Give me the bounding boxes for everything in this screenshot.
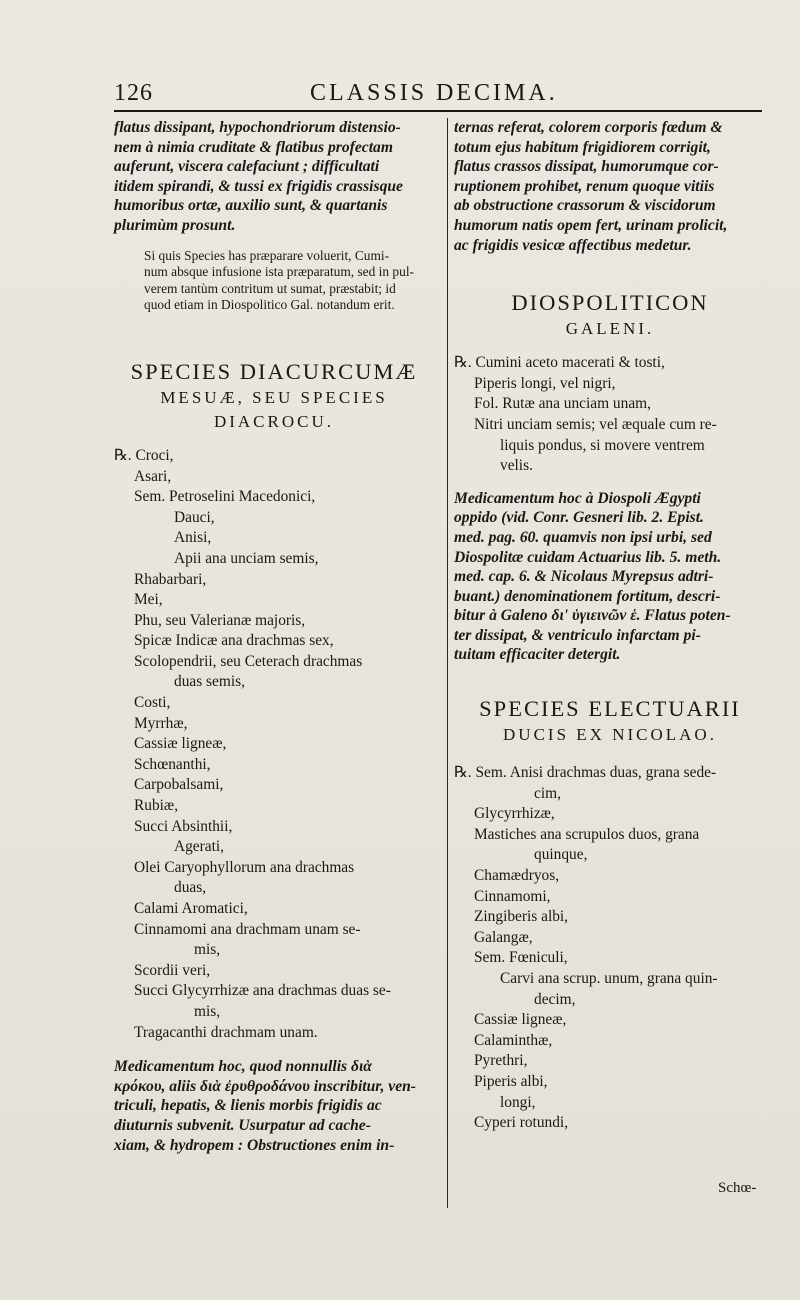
recipe-ingredient: Rubiæ, — [134, 797, 179, 815]
recipe-ingredient: Scordii veri, — [134, 961, 211, 979]
text-line: ter dissipat, & ventriculo infarctam pi- — [454, 626, 701, 644]
recipe-ingredient: mis, — [194, 941, 221, 959]
text-line: auferunt, viscera calefaciunt ; difficultati — [114, 158, 380, 176]
recipe-ingredient: ℞. Croci, — [114, 446, 174, 464]
recipe-ingredient: Nitri unciam semis; vel æquale cum re- — [474, 415, 717, 433]
text-line: ternas referat, colorem corporis fœdum & — [454, 119, 723, 136]
text-line: triculi, hepatis, & lienis morbis frigidis ac — [114, 1097, 382, 1115]
recipe-ingredient: duas semis, — [174, 673, 245, 691]
recipe-ingredient: Dauci, — [174, 508, 215, 526]
recipe-ingredient: Fol. Rutæ ana unciam unam, — [474, 395, 651, 413]
recipe-ingredient: Galangæ, — [474, 928, 533, 946]
recipe-ingredient: longi, — [500, 1093, 536, 1111]
text-line: humoribus ortæ, auxilio sunt, & quartanis — [114, 197, 388, 215]
recipe-ingredient: Mastiches ana scrupulos duos, grana — [474, 825, 700, 843]
section-subheading-ducis: DUCIS EX NICOLAO. — [503, 725, 717, 745]
right-column — [454, 118, 766, 1134]
recipe-ingredient: Cinnamomi, — [474, 887, 551, 905]
recipe-ingredient: Piperis albi, — [474, 1072, 548, 1090]
recipe-ingredient: Spicæ Indicæ ana drachmas sex, — [134, 632, 334, 650]
recipe-ingredient: Tragacanthi drachmam unam. — [134, 1023, 318, 1041]
text-line: κρόκου, aliis διὰ ἐρυθροδάνου inscribitur, ven- — [114, 1077, 416, 1095]
recipe-list-electuarii — [454, 763, 766, 1134]
left-bottom-paragraph — [114, 1057, 434, 1155]
recipe-ingredient: Mei, — [134, 591, 163, 609]
recipe-ingredient: Sem. Fœniculi, — [474, 949, 568, 967]
column-divider — [447, 118, 448, 1208]
running-title: CLASSIS DECIMA. — [310, 80, 558, 106]
right-middle-paragraph — [454, 489, 766, 665]
text-line: Diospolitæ cuidam Actuarius lib. 5. meth. — [454, 548, 722, 566]
recipe-ingredient: Cassiæ ligneæ, — [474, 1011, 567, 1029]
recipe-ingredient: cim, — [534, 784, 561, 802]
header-rule — [114, 110, 762, 112]
text-line: Medicamentum hoc à Diospoli Ægypti — [454, 489, 701, 507]
recipe-ingredient: liquis pondus, si movere ventrem — [500, 436, 705, 454]
recipe-ingredient: Calami Aromatici, — [134, 900, 248, 917]
recipe-ingredient: Piperis longi, vel nigri, — [474, 374, 616, 392]
text-line: flatus crassos dissipat, humorumque cor- — [454, 158, 719, 176]
section-heading-electuarii: SPECIES ELECTUARII — [479, 696, 741, 722]
recipe-ingredient: Carvi ana scrup. unum, grana quin- — [500, 970, 718, 987]
page-number: 126 — [114, 80, 153, 106]
page-header — [114, 80, 764, 110]
text-line: plurimùm prosunt. — [114, 216, 236, 234]
text-line: ab obstructione crassorum & viscidorum — [454, 197, 716, 215]
recipe-ingredient: Chamædryos, — [474, 867, 560, 885]
recipe-ingredient: Zingiberis albi, — [474, 908, 569, 926]
recipe-ingredient: duas, — [174, 879, 207, 897]
text-line: ac frigidis vesicæ affectibus medetur. — [454, 236, 692, 254]
recipe-ingredient: Apii ana unciam semis, — [174, 549, 319, 567]
recipe-ingredient: Schœnanthi, — [134, 755, 211, 773]
recipe-ingredient: Anisi, — [174, 529, 212, 547]
text-line: Si quis Species has præparare voluerit, Cumi- — [144, 247, 390, 263]
text-line: oppido (vid. Conr. Gesneri lib. 2. Epist. — [454, 509, 704, 527]
recipe-list-diacurcumae — [114, 446, 434, 1043]
recipe-ingredient: Cinnamomi ana drachmam unam se- — [134, 920, 361, 938]
recipe-list-diospoliticon — [454, 353, 766, 477]
text-line: buant.) denominationem fortitum, descri- — [454, 587, 721, 605]
section-subheading-galeni: GALENI. — [565, 319, 655, 339]
text-line: totum ejus habitum frigidiorem corrigit, — [454, 138, 711, 156]
recipe-ingredient: Cassiæ ligneæ, — [134, 735, 227, 753]
recipe-ingredient: Glycyrrhizæ, — [474, 805, 555, 823]
section-subheading-mesuae: MESUÆ, SEU SPECIES — [160, 387, 388, 407]
recipe-ingredient: Sem. Petroselini Macedonici, — [134, 488, 316, 506]
recipe-ingredient: Cyperi rotundi, — [474, 1114, 569, 1132]
recipe-ingredient: decim, — [534, 990, 576, 1008]
text-line: quod etiam in Diospolitico Gal. notandum erit. — [144, 297, 395, 313]
recipe-ingredient: Carpobalsami, — [134, 776, 224, 794]
text-line: med. pag. 60. quamvis non ipsi urbi, sed — [454, 528, 712, 546]
recipe-ingredient: Phu, seu Valerianæ majoris, — [134, 611, 306, 629]
right-top-paragraph — [454, 118, 766, 255]
recipe-ingredient: Succi Glycyrrhizæ ana drachmas duas se- — [134, 982, 391, 1000]
recipe-ingredient: Asari, — [134, 467, 172, 485]
text-line: bitur à Galeno δι' ὑγιεινῶν ἑ. Flatus poten- — [454, 607, 731, 625]
recipe-ingredient: Pyrethri, — [474, 1052, 528, 1070]
section-subheading-diacrocu: DIACROCU. — [213, 411, 335, 431]
recipe-ingredient: Costi, — [134, 694, 171, 712]
recipe-ingredient: Succi Absinthii, — [134, 817, 233, 835]
recipe-ingredient: ℞. Cumini aceto macerati & tosti, — [454, 354, 665, 372]
preparation-note — [114, 248, 434, 314]
text-line: ruptionem prohibet, renum quoque vitiis — [454, 177, 715, 195]
text-line: tuitam efficaciter detergit. — [454, 646, 621, 664]
left-column — [114, 118, 434, 1155]
section-heading-diospoliticon: DIOSPOLITICON — [511, 290, 709, 316]
recipe-ingredient: Calaminthæ, — [474, 1031, 553, 1049]
recipe-ingredient: velis. — [500, 457, 533, 475]
text-line: diuturnis subvenit. Usurpatur ad cache- — [114, 1116, 371, 1134]
section-heading-diacurcumae: SPECIES DIACURCUMÆ — [130, 358, 418, 384]
text-line: itidem spirandi, & tussi ex frigidis crassisque — [114, 177, 403, 195]
recipe-ingredient: quinque, — [534, 846, 588, 864]
text-line: nem à nimia cruditate & flatibus profectam — [114, 138, 393, 156]
left-top-paragraph — [114, 118, 434, 236]
text-line: num absque infusione ista præparatum, sed in pul- — [144, 264, 414, 280]
text-line: humorum natis opem fert, urinam prolicit, — [454, 216, 728, 234]
recipe-ingredient: Olei Caryophyllorum ana drachmas — [134, 858, 355, 876]
catchword: Schœ- — [718, 1180, 757, 1196]
recipe-ingredient: Scolopendrii, seu Ceterach drachmas — [134, 652, 363, 670]
text-line: flatus dissipant, hypochondriorum distensio- — [114, 119, 401, 136]
text-line: xiam, & hydropem : Obstructiones enim in- — [114, 1136, 395, 1154]
recipe-ingredient: mis, — [194, 1002, 221, 1020]
recipe-ingredient: ℞. Sem. Anisi drachmas duas, grana sede- — [454, 764, 717, 782]
text-line: med. cap. 6. & Nicolaus Myrepsus adtri- — [454, 568, 714, 586]
recipe-ingredient: Agerati, — [174, 838, 224, 856]
recipe-ingredient: Myrrhæ, — [134, 714, 188, 732]
text-line: verem tantùm contritum ut sumat, præstabit; id — [144, 280, 396, 296]
text-line: Medicamentum hoc, quod nonnullis διὰ — [114, 1058, 372, 1076]
recipe-ingredient: Rhabarbari, — [134, 570, 207, 588]
